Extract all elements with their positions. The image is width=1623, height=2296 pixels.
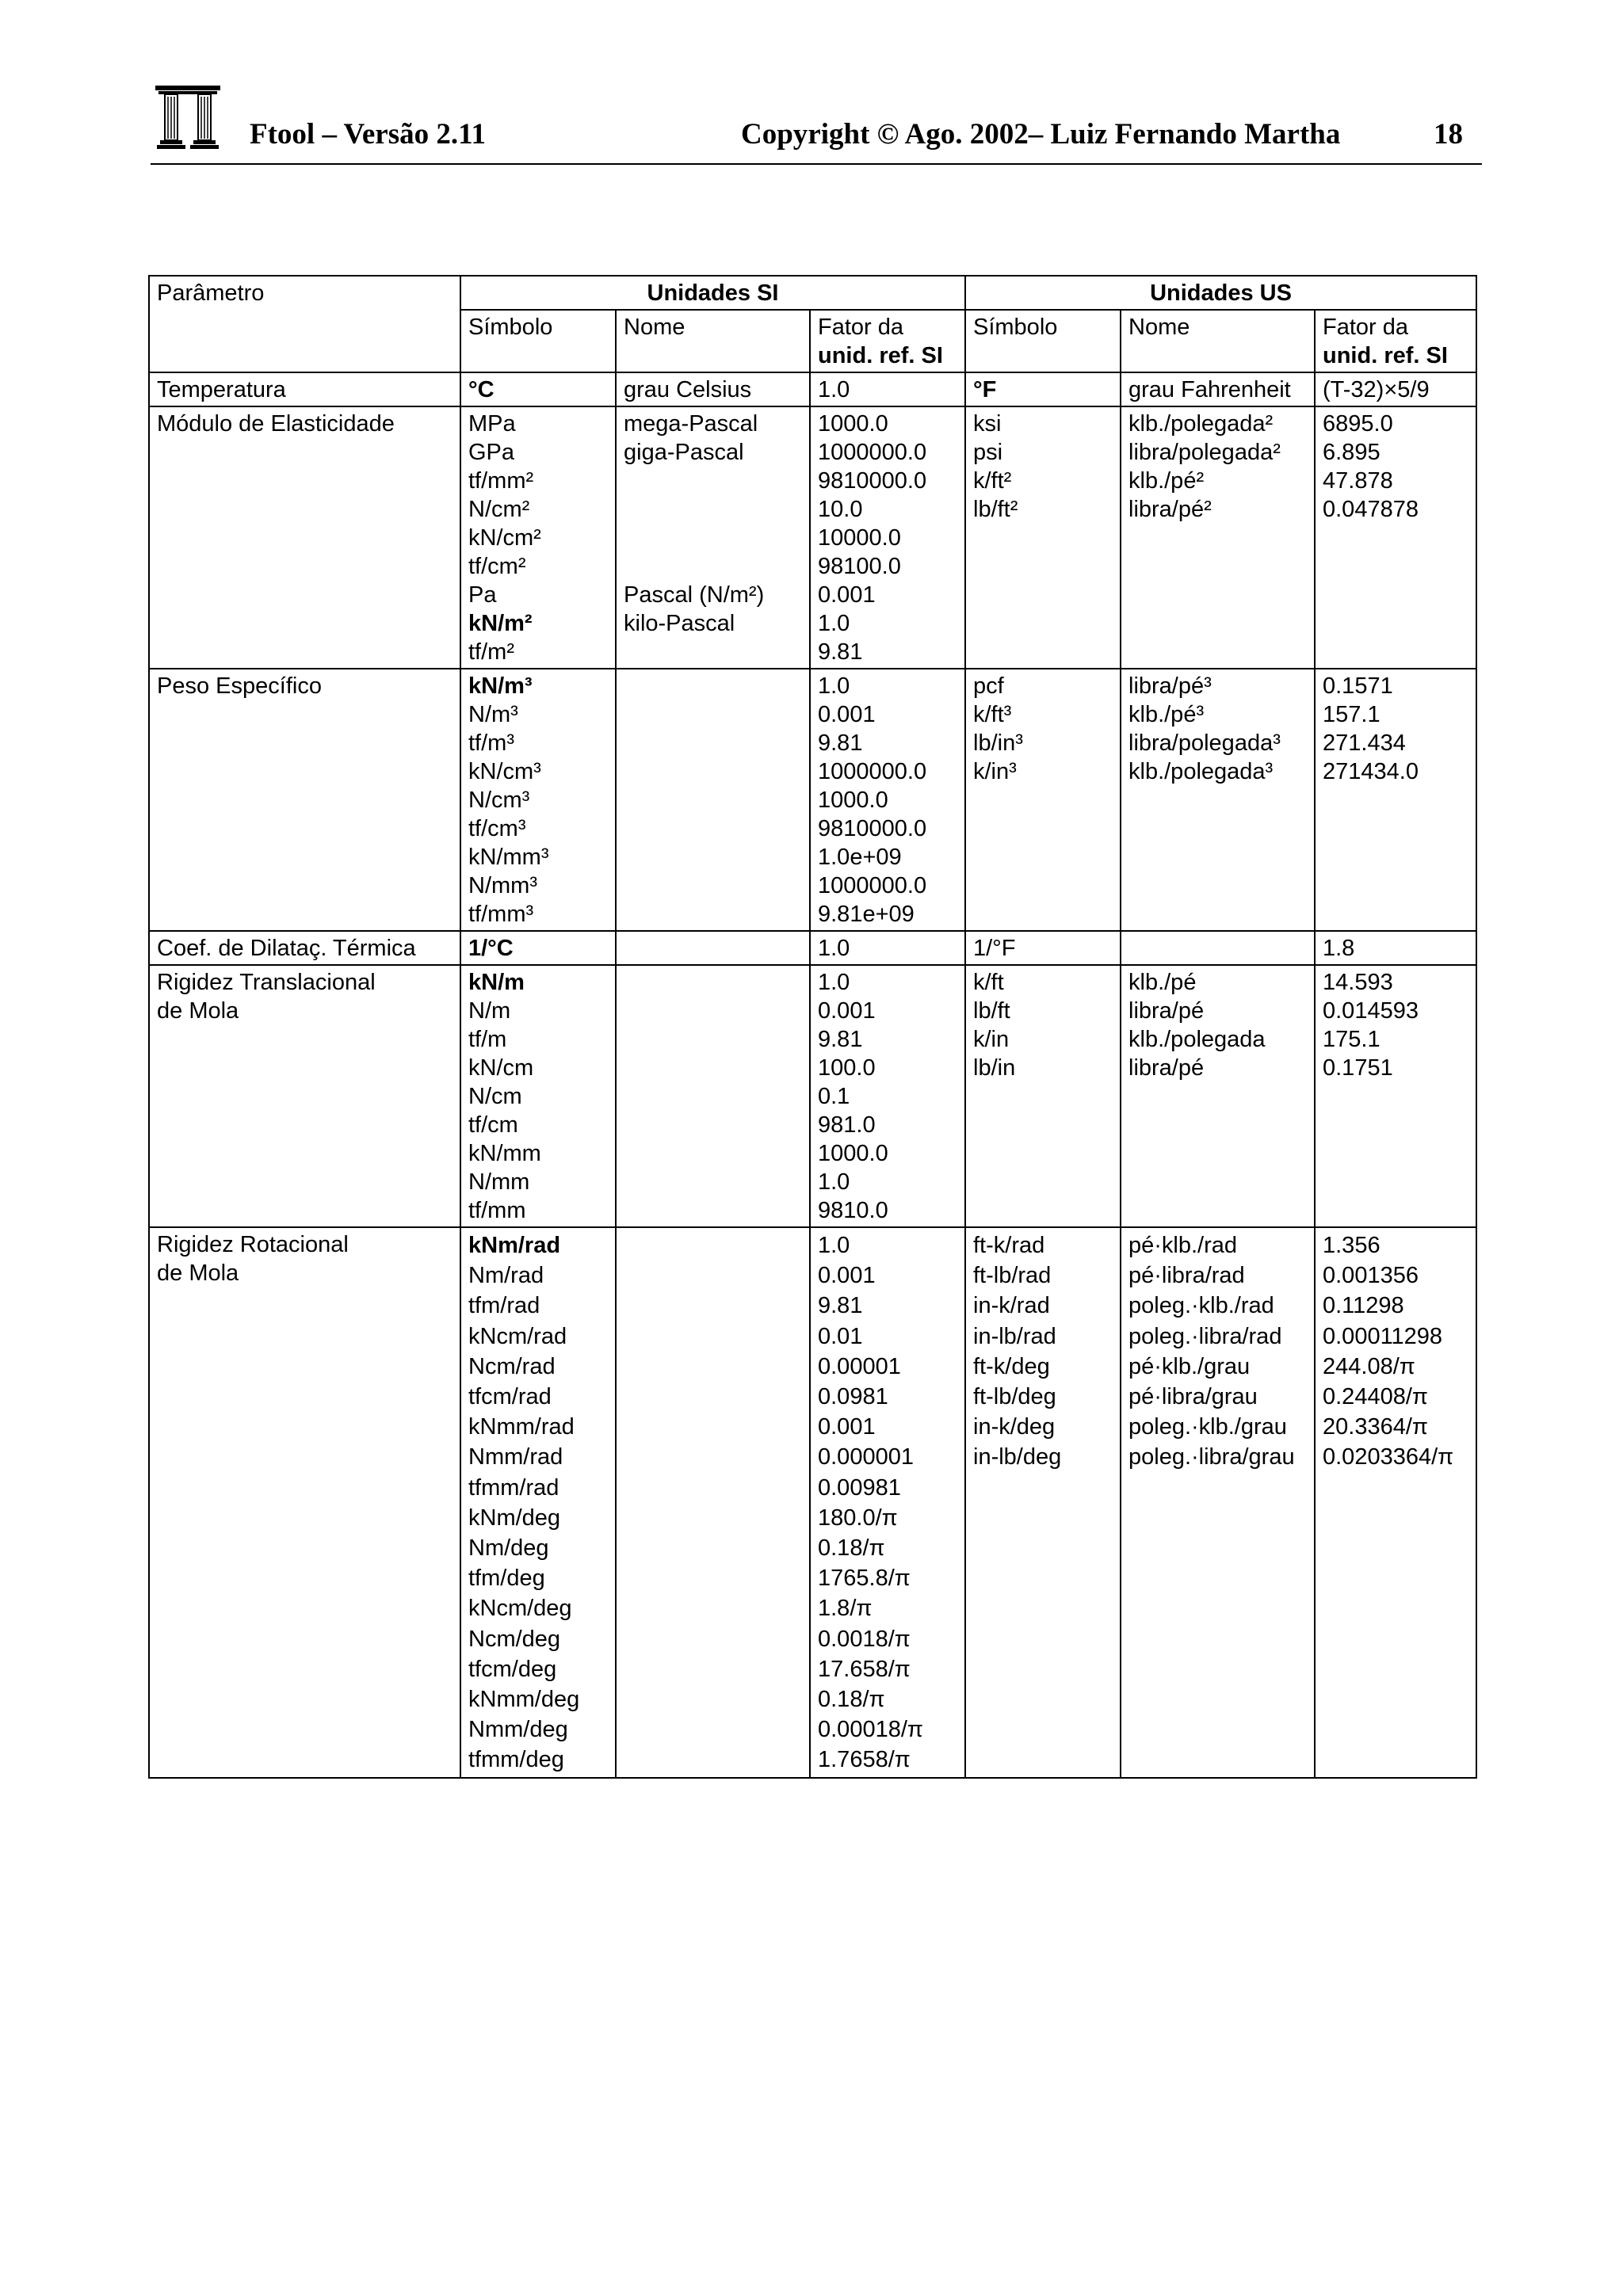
cell-line <box>624 552 802 581</box>
cell-line: pé·klb./grau <box>1128 1353 1251 1379</box>
cell-line: in-k/deg <box>973 1414 1056 1440</box>
cell-line: tf/cm² <box>468 554 526 579</box>
cell-line: 1000.0 <box>818 1141 888 1166</box>
cell-line: Pascal (N/m²) <box>624 582 765 608</box>
si-name-cell <box>616 931 810 965</box>
parameter-cell <box>149 965 460 1227</box>
cell-line: ft-lb/rad <box>973 1263 1052 1289</box>
cell-line: N/mm <box>468 1169 530 1195</box>
cell-line: 0.00011298 <box>1323 1323 1443 1349</box>
cell-line: pé·libra/rad <box>1128 1263 1245 1289</box>
parameter-cell <box>149 931 460 965</box>
cell-line: tfcm/deg <box>468 1656 557 1682</box>
cell-line: kilo-Pascal <box>624 611 735 636</box>
cell-line: tf/mm <box>468 1198 526 1223</box>
cell-line: 1/°C <box>468 936 514 961</box>
us-name-cell <box>1121 669 1315 931</box>
cell-line: Nmm/deg <box>468 1717 568 1743</box>
us-factor-cell <box>1315 406 1476 669</box>
cell-line: 0.00018/π <box>818 1717 923 1743</box>
si-symbol-cell <box>460 965 616 1227</box>
factor-header-line1: Fator da <box>1323 315 1408 340</box>
cell-line: pé·klb./rad <box>1128 1233 1238 1258</box>
cell-line: poleg.·libra/rad <box>1128 1323 1282 1349</box>
cell-line: 1000000.0 <box>818 759 927 784</box>
cell-line: 0.001356 <box>1323 1263 1419 1289</box>
cell-line <box>624 638 802 666</box>
us-name-cell <box>1121 372 1315 406</box>
cell-line: Ncm/rad <box>468 1353 556 1379</box>
cell-line: 1.8 <box>1323 936 1355 961</box>
parameter-cell <box>149 372 460 406</box>
cell-line: 0.001 <box>818 1263 876 1289</box>
cell-line: 0.001 <box>818 582 876 608</box>
cell-line: 0.014593 <box>1323 998 1419 1024</box>
cell-line: ft-k/deg <box>973 1353 1050 1379</box>
si-name-cell <box>616 669 810 931</box>
cell-line: tf/m <box>468 1027 507 1052</box>
cell-line: MPa <box>468 411 516 437</box>
si-symbol-cell <box>460 669 616 931</box>
table-row <box>149 965 1476 1227</box>
si-name-cell <box>616 1227 810 1778</box>
cell-line: kNm/deg <box>468 1505 561 1531</box>
cell-line: Nm/rad <box>468 1263 544 1289</box>
cell-line: pcf <box>973 673 1004 699</box>
cell-line: 9.81 <box>818 730 863 756</box>
us-factor-cell <box>1315 965 1476 1227</box>
cell-line: tf/cm³ <box>468 816 526 841</box>
cell-line: 0.001 <box>818 1414 876 1440</box>
cell-line: 1.0 <box>818 970 850 995</box>
cell-line: de Mola <box>157 1261 239 1286</box>
cell-line: N/m³ <box>468 702 518 727</box>
cell-line: ft-k/rad <box>973 1233 1045 1258</box>
si-symbol-header: Símbolo <box>460 310 616 372</box>
page-number: 18 <box>1434 118 1463 151</box>
us-name-header: Nome <box>1121 310 1315 372</box>
cell-line: 1.356 <box>1323 1233 1381 1258</box>
cell-line: libra/pé <box>1128 1055 1205 1081</box>
cell-line: °C <box>468 377 495 402</box>
cell-line: Nm/deg <box>468 1535 549 1562</box>
cell-line: lb/ft² <box>973 497 1018 522</box>
cell-line: Pa <box>468 582 497 608</box>
cell-line: 0.11298 <box>1323 1293 1404 1319</box>
cell-line: ft-lb/deg <box>973 1384 1056 1410</box>
parameter-cell <box>149 406 460 669</box>
us-symbol-cell <box>965 372 1121 406</box>
cell-line: kNmm/deg <box>468 1687 580 1713</box>
us-symbol-cell <box>965 931 1121 965</box>
cell-line: 20.3364/π <box>1323 1414 1428 1440</box>
cell-line: 9.81e+09 <box>818 902 915 927</box>
parameter-cell <box>149 669 460 931</box>
unit-conversion-table <box>148 275 1477 1779</box>
cell-line: Coef. de Dilataç. Térmica <box>157 936 416 961</box>
cell-line: in-lb/rad <box>973 1323 1056 1349</box>
cell-line: Rigidez Translacional <box>157 970 376 995</box>
cell-line: k/ft <box>973 970 1004 995</box>
cell-line: °F <box>973 377 997 402</box>
cell-line: kNmm/rad <box>468 1414 575 1440</box>
si-symbol-cell <box>460 372 616 406</box>
cell-line: 14.593 <box>1323 970 1393 995</box>
cell-line: 0.001 <box>818 998 876 1024</box>
cell-line <box>624 467 802 495</box>
cell-line: libra/pé³ <box>1128 673 1212 699</box>
cell-line: 98100.0 <box>818 554 901 579</box>
table-row <box>149 1227 1476 1778</box>
document-title: Ftool – Versão 2.11 <box>250 118 487 151</box>
cell-line: libra/pé² <box>1128 497 1212 522</box>
cell-line: Temperatura <box>157 377 286 402</box>
cell-line: 1000000.0 <box>818 873 927 898</box>
cell-line: klb./pé <box>1128 970 1197 995</box>
page-header <box>151 78 1482 165</box>
table-row <box>149 372 1476 406</box>
cell-line: psi <box>973 440 1003 465</box>
cell-line: lb/ft <box>973 998 1010 1024</box>
cell-line: 0.0203364/π <box>1323 1444 1454 1470</box>
cell-line: 271.434 <box>1323 730 1406 756</box>
table-row <box>149 406 1476 669</box>
si-factor-cell <box>810 372 965 406</box>
cell-line: 9810000.0 <box>818 468 927 494</box>
cell-line: 1.0e+09 <box>818 845 902 870</box>
cell-line: 1000000.0 <box>818 440 927 465</box>
cell-line: 1765.8/π <box>818 1566 911 1592</box>
cell-line: kN/mm <box>468 1141 541 1166</box>
cell-line: 981.0 <box>818 1112 876 1138</box>
cell-line: 9810000.0 <box>818 816 927 841</box>
factor-header-line2: unid. ref. SI <box>1323 343 1448 368</box>
factor-header-line1: Fator da <box>818 315 903 340</box>
si-factor-cell <box>810 406 965 669</box>
cell-line: kN/m <box>468 970 525 995</box>
column-pillar-logo <box>154 84 222 151</box>
cell-line: 47.878 <box>1323 468 1393 494</box>
cell-line: 1.0 <box>818 611 850 636</box>
cell-line: 175.1 <box>1323 1027 1381 1052</box>
si-units-header: Unidades SI <box>460 276 965 310</box>
us-factor-cell <box>1315 669 1476 931</box>
cell-line: 1.7658/π <box>818 1747 911 1773</box>
si-factor-cell <box>810 669 965 931</box>
cell-line: ksi <box>973 411 1002 437</box>
cell-line: 9.81 <box>818 639 863 665</box>
cell-line: 1000.0 <box>818 411 888 437</box>
cell-line: 0.0018/π <box>818 1626 911 1652</box>
cell-line: tf/m² <box>468 639 514 665</box>
us-units-header: Unidades US <box>965 276 1476 310</box>
cell-line: N/mm³ <box>468 873 537 898</box>
cell-line: pé·libra/grau <box>1128 1384 1258 1410</box>
cell-line: tfmm/rad <box>468 1474 559 1501</box>
cell-line: 0.1 <box>818 1084 850 1109</box>
cell-line: 1.0 <box>818 673 850 699</box>
cell-line <box>624 524 802 552</box>
cell-line: 1.0 <box>818 936 850 961</box>
cell-line: 1.8/π <box>818 1596 873 1622</box>
cell-line: 180.0/π <box>818 1505 898 1531</box>
us-symbol-cell <box>965 965 1121 1227</box>
cell-line: libra/pé <box>1128 998 1205 1024</box>
si-name-header: Nome <box>616 310 810 372</box>
cell-line: 0.01 <box>818 1323 863 1349</box>
cell-line: 9.81 <box>818 1027 863 1052</box>
table-row <box>149 931 1476 965</box>
cell-line: 10.0 <box>818 497 863 522</box>
si-name-cell <box>616 965 810 1227</box>
cell-line: in-lb/deg <box>973 1444 1062 1470</box>
cell-line: kN/cm² <box>468 525 541 551</box>
cell-line: kNm/rad <box>468 1233 561 1258</box>
factor-header-line2: unid. ref. SI <box>818 343 943 368</box>
cell-line: tfmm/deg <box>468 1747 564 1773</box>
cell-line: N/m <box>468 998 511 1024</box>
cell-line: klb./pé² <box>1128 468 1205 494</box>
cell-line: in-k/rad <box>973 1293 1050 1319</box>
table-row <box>149 669 1476 931</box>
cell-line: Rigidez Rotacional <box>157 1232 349 1257</box>
cell-line: 9.81 <box>818 1293 863 1319</box>
cell-line: 271434.0 <box>1323 759 1419 784</box>
cell-line: tfm/rad <box>468 1293 540 1319</box>
cell-line: N/cm <box>468 1084 522 1109</box>
cell-line: k/ft² <box>973 468 1012 494</box>
cell-line: klb./polegada³ <box>1128 759 1274 784</box>
cell-line: tf/cm <box>468 1112 518 1138</box>
us-name-cell <box>1121 1227 1315 1778</box>
si-factor-cell <box>810 931 965 965</box>
cell-line: 0.18/π <box>818 1535 885 1562</box>
cell-line: kN/mm³ <box>468 845 549 870</box>
us-factor-cell <box>1315 372 1476 406</box>
us-name-cell <box>1121 406 1315 669</box>
cell-line: 0.001 <box>818 702 876 727</box>
cell-line: 0.00981 <box>818 1474 901 1501</box>
cell-line: kN/m³ <box>468 673 533 699</box>
si-name-cell <box>616 406 810 669</box>
si-name-cell <box>616 372 810 406</box>
si-factor-header <box>810 310 965 372</box>
cell-line: Módulo de Elasticidade <box>157 411 395 437</box>
cell-line: 0.1571 <box>1323 673 1393 699</box>
cell-line: tf/m³ <box>468 730 514 756</box>
cell-line: lb/in <box>973 1055 1016 1081</box>
cell-line: poleg.·klb./grau <box>1128 1414 1287 1440</box>
cell-line: 17.658/π <box>818 1656 911 1682</box>
parameter-cell <box>149 1227 460 1778</box>
us-factor-cell <box>1315 931 1476 965</box>
cell-line: k/in³ <box>973 759 1017 784</box>
cell-line: GPa <box>468 440 515 465</box>
cell-line: 0.0981 <box>818 1384 888 1410</box>
cell-line: grau Celsius <box>624 377 752 402</box>
cell-line: poleg.·klb./rad <box>1128 1293 1274 1319</box>
cell-line: de Mola <box>157 998 239 1024</box>
cell-line: tf/mm³ <box>468 902 534 927</box>
cell-line: 157.1 <box>1323 702 1381 727</box>
cell-line: (T-32)×5/9 <box>1323 377 1430 402</box>
us-symbol-cell <box>965 1227 1121 1778</box>
cell-line: kN/cm³ <box>468 759 541 784</box>
cell-line: Ncm/deg <box>468 1626 561 1652</box>
si-factor-cell <box>810 1227 965 1778</box>
cell-line: 0.00001 <box>818 1353 901 1379</box>
copyright-notice: Copyright © Ago. 2002– Luiz Fernando Martha <box>741 118 1341 151</box>
cell-line: klb./polegada² <box>1128 411 1274 437</box>
cell-line: kNcm/deg <box>468 1596 572 1622</box>
cell-line <box>624 495 802 524</box>
cell-line: tfcm/rad <box>468 1384 552 1410</box>
si-symbol-cell <box>460 406 616 669</box>
cell-line: grau Fahrenheit <box>1128 377 1291 402</box>
us-name-cell <box>1121 965 1315 1227</box>
cell-line: 0.18/π <box>818 1687 885 1713</box>
cell-line: 244.08/π <box>1323 1353 1415 1379</box>
cell-line: 10000.0 <box>818 525 901 551</box>
cell-line: 9810.0 <box>818 1198 888 1223</box>
us-factor-header <box>1315 310 1476 372</box>
cell-line: 1.0 <box>818 1169 850 1195</box>
cell-line: kN/cm <box>468 1055 534 1081</box>
cell-line: 1.0 <box>818 377 850 402</box>
us-name-cell <box>1121 931 1315 965</box>
cell-line: Nmm/rad <box>468 1444 563 1470</box>
cell-line: N/cm³ <box>468 788 530 813</box>
cell-line: N/cm² <box>468 497 530 522</box>
cell-line: 0.047878 <box>1323 497 1419 522</box>
cell-line: k/in <box>973 1027 1010 1052</box>
cell-line: k/ft³ <box>973 702 1012 727</box>
cell-line: 1.0 <box>818 1233 850 1258</box>
table-header-row <box>149 276 1476 310</box>
cell-line: 0.000001 <box>818 1444 914 1470</box>
cell-line: Peso Específico <box>157 673 322 699</box>
us-symbol-cell <box>965 669 1121 931</box>
cell-line: lb/in³ <box>973 730 1023 756</box>
cell-line: 1/°F <box>973 936 1016 961</box>
si-factor-cell <box>810 965 965 1227</box>
cell-line: mega-Pascal <box>624 411 758 437</box>
si-symbol-cell <box>460 931 616 965</box>
si-symbol-cell <box>460 1227 616 1778</box>
cell-line: 6.895 <box>1323 440 1381 465</box>
cell-line: 100.0 <box>818 1055 876 1081</box>
cell-line: kNcm/rad <box>468 1323 567 1349</box>
us-factor-cell <box>1315 1227 1476 1778</box>
cell-line: tfm/deg <box>468 1566 545 1592</box>
cell-line: 6895.0 <box>1323 411 1393 437</box>
us-symbol-cell <box>965 406 1121 669</box>
cell-line: kN/m² <box>468 611 533 636</box>
cell-line: libra/polegada³ <box>1128 730 1281 756</box>
cell-line: poleg.·libra/grau <box>1128 1444 1295 1470</box>
cell-line: 1000.0 <box>818 788 888 813</box>
cell-line: giga-Pascal <box>624 440 744 465</box>
cell-line: 0.24408/π <box>1323 1384 1428 1410</box>
cell-line: klb./pé³ <box>1128 702 1205 727</box>
parameter-header: Parâmetro <box>149 276 460 372</box>
cell-line: tf/mm² <box>468 468 534 494</box>
header-divider <box>151 163 1482 165</box>
us-symbol-header: Símbolo <box>965 310 1121 372</box>
cell-line: libra/polegada² <box>1128 440 1281 465</box>
cell-line: klb./polegada <box>1128 1027 1266 1052</box>
cell-line: 0.1751 <box>1323 1055 1393 1081</box>
